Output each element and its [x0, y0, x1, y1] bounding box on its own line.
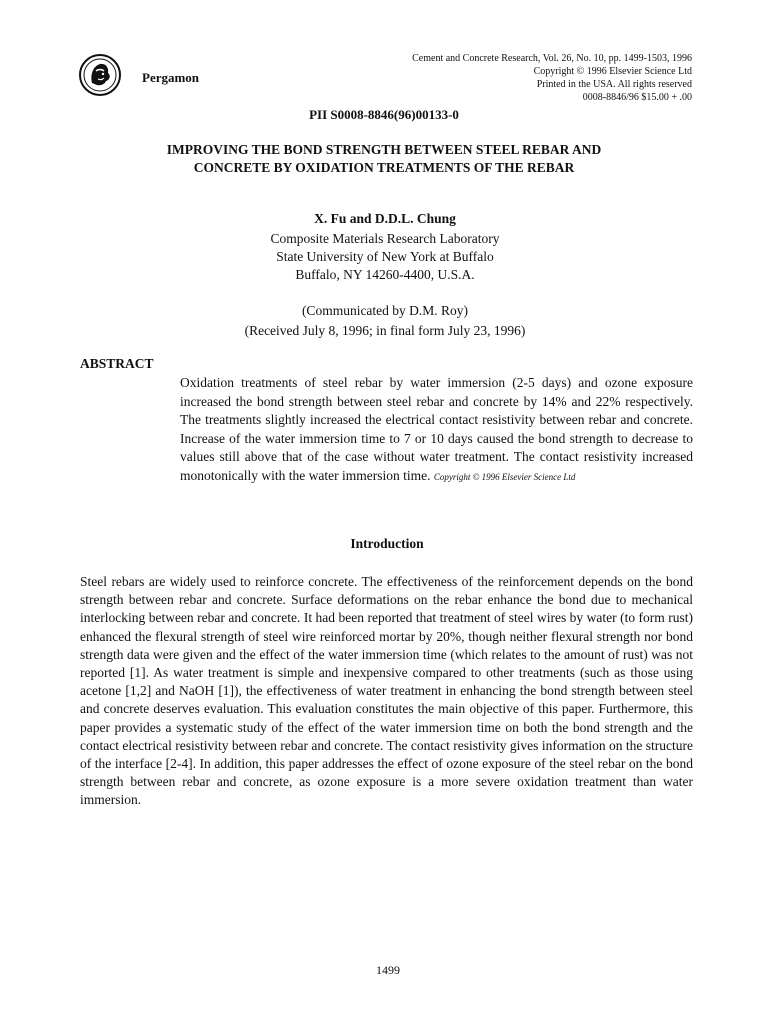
abstract-copyright: Copyright © 1996 Elsevier Science Ltd	[433, 471, 576, 482]
introduction-body: Steel rebars are widely used to reinforce concrete. The effectiveness of the reinforcement depends on the bond strength between rebar and concrete. Surface deformations on the rebar enhance the bond due to mechanical interlocking between rebar and concrete. It had been reported that treatment of steel wires by water (to form rust) enhanced the flexural strength of steel wire reinforced mortar by 20%, though neither flexural strength nor bond strength data were given and the effect of the water immersion time (which relates to the amount of rust) was not reported [1]. As water treatment is simple and inexpensive compared to other treatments (such as those using acetone [1,2] and NaOH [1]), the effectiveness of water treatment in enhancing the bond strength between steel and concrete deserves evaluation. This evaluation constitutes the main objective of this paper. Furthermore, this paper provides a systematic study of the effect of the water immersion time on both the bond strength and the contact electrical resistivity between rebar and concrete. The contact resistivity gives information on the structure of the interface [2-4]. In addition, this paper addresses the effect of ozone exposure of the steel rebar on the bond strength between rebar and concrete, as ozone exposure is a more severe oxidation treatment than water immersion.	[80, 574, 693, 808]
authors: X. Fu and D.D.L. Chung	[314, 211, 456, 226]
title-line: IMPROVING THE BOND STRENGTH BETWEEN STEEL REBAR AND	[166, 142, 602, 157]
abstract-body	[180, 374, 693, 486]
title-line: CONCRETE BY OXIDATION TREATMENTS OF THE REBAR	[193, 160, 575, 175]
journal-info	[312, 52, 692, 104]
affiliation-line: Buffalo, NY 14260-4400, U.S.A.	[295, 267, 475, 282]
affiliation-line: Composite Materials Research Laboratory	[270, 231, 500, 246]
issn-line: 0008-8846/96 $15.00 + .00	[582, 92, 692, 103]
affiliation-line: State University of New York at Buffalo	[276, 249, 494, 264]
abstract-text: Oxidation treatments of steel rebar by water immersion (2-5 days) and ozone exposure increased the bond strength between steel rebar and concrete by 14% and 22% respectively. The treatments slightly increased the electrical contact resistivity between rebar and concrete. Increase of the water immersion time to 7 or 10 days caused the bond strength to decrease to values still above that of the case without water treatment. The contact resistivity increased monotonically with the water immersion time.	[180, 375, 693, 483]
paper-title	[60, 141, 708, 177]
affiliation	[0, 230, 768, 284]
communicated-by: (Communicated by D.M. Roy)	[301, 303, 469, 318]
journal-citation: Cement and Concrete Research, Vol. 26, No. 10, pp. 1499-1503, 1996	[412, 53, 692, 64]
copyright-line: Copyright © 1996 Elsevier Science Ltd	[533, 66, 692, 77]
pii-identifier: PII S0008-8846(96)00133-0	[309, 107, 459, 122]
received-dates: (Received July 8, 1996; in final form July 23, 1996)	[244, 323, 526, 338]
introduction-heading: Introduction	[350, 536, 424, 551]
abstract-heading: ABSTRACT	[80, 356, 154, 371]
printed-line: Printed in the USA. All rights reserved	[536, 79, 692, 90]
pergamon-logo	[78, 53, 122, 97]
page-number: 1499	[376, 963, 400, 977]
publisher-name: Pergamon	[142, 70, 200, 85]
submission-info	[0, 301, 768, 341]
